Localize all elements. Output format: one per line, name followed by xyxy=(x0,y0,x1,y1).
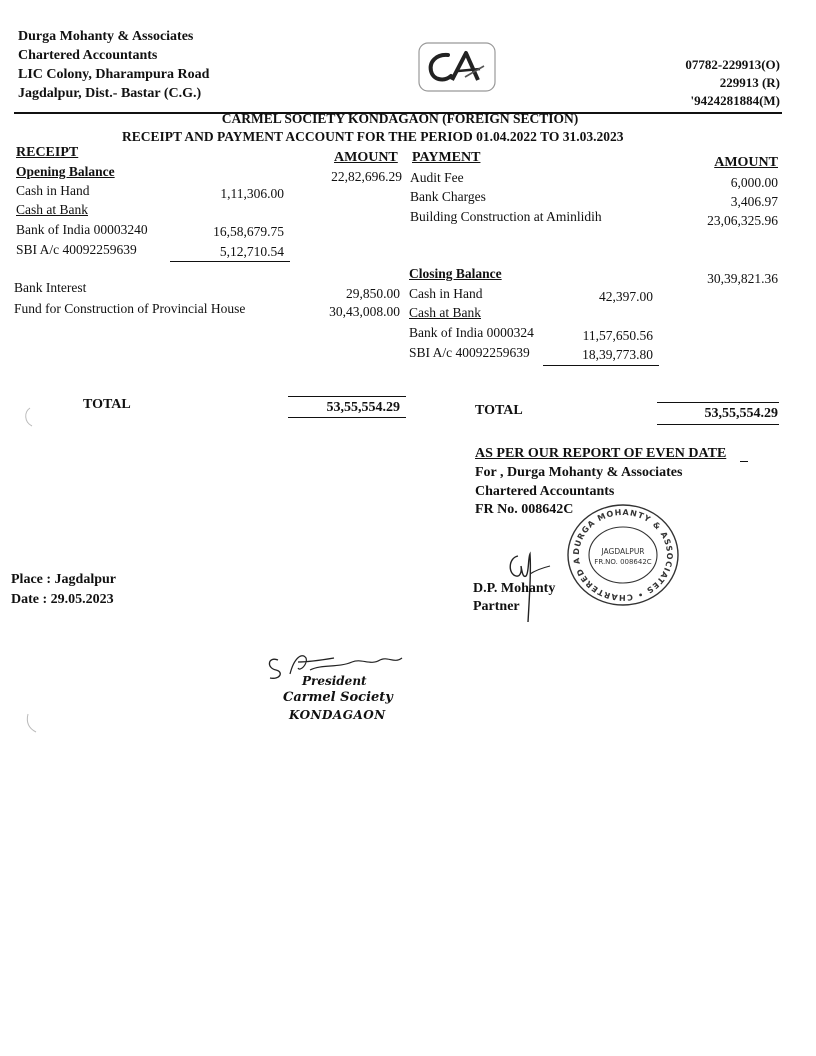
report-fr-line: FR No. 008642C xyxy=(475,502,574,517)
ca-logo-icon xyxy=(418,42,496,92)
receipt-bank-of-india-label: Bank of India 00003240 xyxy=(16,222,148,237)
firm-address-line1: LIC Colony, Dharampura Road xyxy=(18,67,210,82)
report-for-line: For , Durga Mohanty & Associates xyxy=(475,465,683,480)
fund-provincial-house-value: 30,43,008.00 xyxy=(329,304,400,319)
phone-mobile: '9424281884(M) xyxy=(690,93,780,108)
bank-charges-value: 3,406.97 xyxy=(730,194,778,209)
president-title: President xyxy=(302,674,367,688)
receipt-amount-heading: AMOUNT xyxy=(334,150,398,165)
receipt-heading: RECEIPT xyxy=(16,145,79,160)
date-label: Date : 29.05.2023 xyxy=(11,592,114,607)
payment-sbi-label: SBI A/c 40092259639 xyxy=(409,345,530,360)
scan-mark xyxy=(20,712,40,736)
payment-subtotal-rule xyxy=(543,365,659,366)
payment-cash-at-bank-label: Cash at Bank xyxy=(409,305,481,320)
receipt-sbi-label: SBI A/c 40092259639 xyxy=(16,242,137,257)
payment-heading: PAYMENT xyxy=(412,150,481,165)
firm-stamp-fr: FR.NO. 008642C xyxy=(594,558,652,566)
phone-block xyxy=(685,56,780,110)
payment-cash-in-hand-label: Cash in Hand xyxy=(409,286,483,301)
receipt-sbi-value: 5,12,710.54 xyxy=(219,244,284,259)
report-heading: AS PER OUR REPORT OF EVEN DATE xyxy=(475,446,727,461)
partner-name: D.P. Mohanty xyxy=(473,581,556,596)
receipt-cash-at-bank-label: Cash at Bank xyxy=(16,202,88,217)
ca-logo xyxy=(418,42,496,92)
receipt-total-rule-top xyxy=(288,396,406,397)
receipt-total-value: 53,55,554.29 xyxy=(326,400,400,415)
firm-header xyxy=(18,27,209,103)
scan-mark xyxy=(18,406,38,430)
audit-fee-value: 6,000.00 xyxy=(730,175,778,190)
payment-amount-heading: AMOUNT xyxy=(714,155,778,170)
bank-charges-label: Bank Charges xyxy=(410,189,486,204)
fund-provincial-house-label: Fund for Construction of Provincial House xyxy=(14,301,246,316)
payment-total-rule-top xyxy=(657,402,779,403)
bank-interest-value: 29,850.00 xyxy=(346,286,400,301)
payment-total-rule-bottom xyxy=(657,424,779,425)
closing-balance-label: Closing Balance xyxy=(409,266,502,281)
firm-stamp-city: JAGDALPUR xyxy=(601,547,645,556)
phone-office: 07782-229913(O) xyxy=(685,57,780,72)
firm-stamp xyxy=(565,502,681,608)
report-heading-rule-tail xyxy=(740,461,748,462)
payment-cash-in-hand-value: 42,397.00 xyxy=(599,289,653,304)
firm-stamp-icon xyxy=(565,502,681,608)
opening-balance-label: Opening Balance xyxy=(16,164,115,179)
phone-residence: 229913 (R) xyxy=(719,75,780,90)
statement-title: CARMEL SOCIETY KONDAGAON (FOREIGN SECTION) xyxy=(221,111,579,126)
society-name: Carmel Society xyxy=(283,690,393,705)
payment-bank-of-india-value: 11,57,650.56 xyxy=(582,328,653,343)
bank-interest-label: Bank Interest xyxy=(14,280,87,295)
payment-total-value: 53,55,554.29 xyxy=(704,406,778,421)
opening-balance-total: 22,82,696.29 xyxy=(331,169,402,184)
building-construction-value: 23,06,325.96 xyxy=(707,213,778,228)
firm-address-line2: Jagdalpur, Dist.- Bastar (C.G.) xyxy=(18,86,202,101)
audit-fee-label: Audit Fee xyxy=(410,170,464,185)
receipt-bank-of-india-value: 16,58,679.75 xyxy=(213,224,284,239)
receipt-cash-in-hand-value: 1,11,306.00 xyxy=(220,186,284,201)
closing-balance-total: 30,39,821.36 xyxy=(707,271,778,286)
firm-type: Chartered Accountants xyxy=(18,48,158,63)
payment-bank-of-india-label: Bank of India 0000324 xyxy=(409,325,534,340)
receipt-cash-in-hand-label: Cash in Hand xyxy=(16,183,90,198)
payment-sbi-value: 18,39,773.80 xyxy=(582,347,653,362)
firm-stamp-ring-text: DURGA MOHANTY & ASSOCIATES • CHARTERED A xyxy=(571,507,675,603)
statement-period: RECEIPT AND PAYMENT ACCOUNT FOR THE PERIOD 01.04.2022 TO 31.03.2023 xyxy=(122,129,624,144)
receipt-subtotal-rule xyxy=(170,261,290,262)
building-construction-label: Building Construction at Aminlidih xyxy=(410,209,602,224)
firm-name: Durga Mohanty & Associates xyxy=(18,29,194,44)
partner-title: Partner xyxy=(473,599,520,614)
society-place: KONDAGAON xyxy=(289,708,386,722)
receipt-total-label: TOTAL xyxy=(83,397,131,412)
receipt-total-rule-bottom xyxy=(288,417,406,418)
place-label: Place : Jagdalpur xyxy=(11,572,116,587)
report-ca-line: Chartered Accountants xyxy=(475,484,615,499)
payment-total-label: TOTAL xyxy=(475,403,523,418)
